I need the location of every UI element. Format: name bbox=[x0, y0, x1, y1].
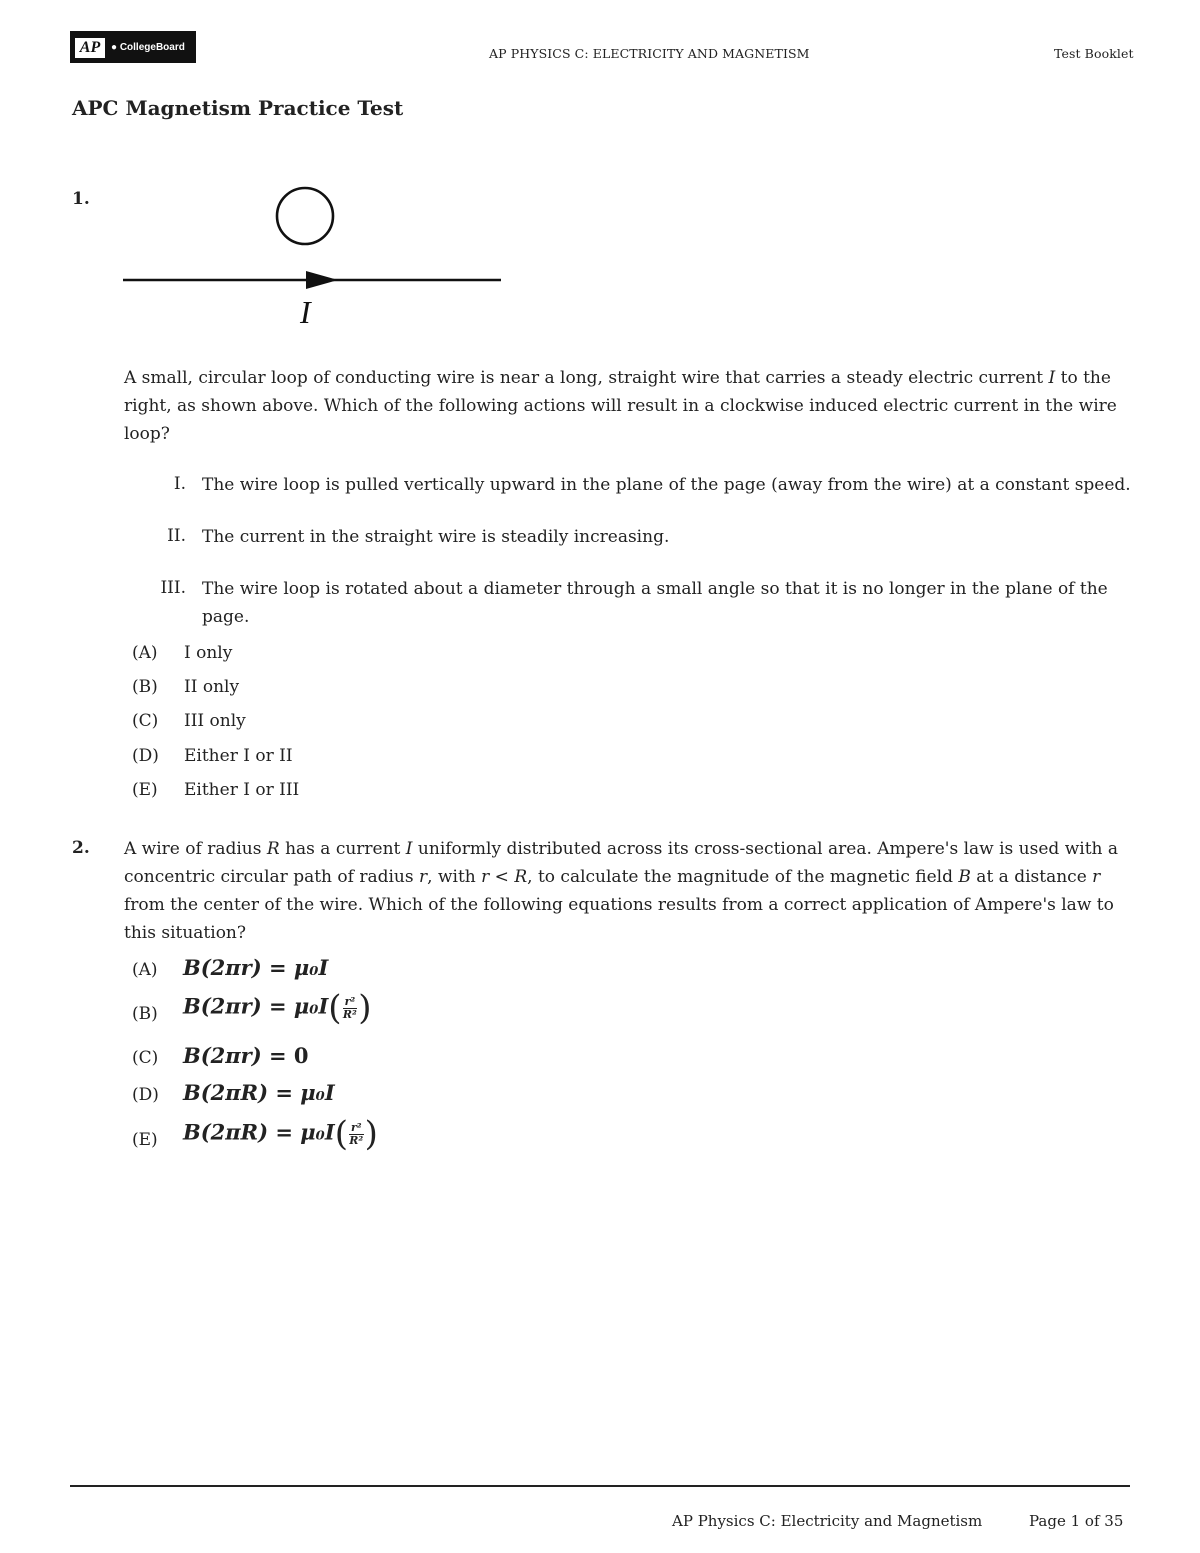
equation-choice-e[interactable]: B(2πR) = μ₀I( $\frac{\text{r²}}{\text{R²}}$ ) bbox=[183, 1114, 378, 1154]
header-subject: AP PHYSICS C: ELECTRICITY AND MAGNETISM bbox=[489, 46, 810, 61]
fraction: $\frac{\text{r²}}{\text{R²}}$ bbox=[342, 994, 357, 1021]
statement-number: I. bbox=[173, 474, 186, 494]
collegeboard-logo-text: ● CollegeBoard bbox=[111, 42, 185, 53]
equation-choice-b[interactable]: B(2πr) = μ₀I( $\frac{\text{r²}}{\text{R²}}$ ) bbox=[183, 988, 372, 1028]
choice-text[interactable]: Either I or III bbox=[184, 780, 300, 800]
question-2-stem: A wire of radius R has a current I uniformly distributed across its cross-sectional area. Ampere's law is used with a concentric circular path of radius r, with r < R, to calculate the magnitude of the magnetic field B at a distance r from the center of the wire. Which of the following equations results from a correct application of Ampere's law to this situation? bbox=[124, 839, 1119, 943]
choice-letter[interactable]: (A) bbox=[132, 643, 158, 663]
choice-letter[interactable]: (A) bbox=[132, 960, 158, 980]
statement-number: III. bbox=[160, 578, 186, 598]
statement-number: II. bbox=[167, 526, 186, 546]
page-title: APC Magnetism Practice Test bbox=[72, 96, 404, 120]
statement-text: The wire loop is rotated about a diameter through a small angle so that it is no longer in the plane of the page. bbox=[202, 579, 1108, 627]
wire-loop-figure bbox=[118, 180, 508, 330]
page-number: Page 1 of 35 bbox=[1029, 1512, 1124, 1530]
current-arrow-icon bbox=[306, 271, 338, 289]
question-number-1: 1. bbox=[72, 189, 90, 209]
choice-text[interactable]: I only bbox=[184, 643, 233, 663]
circular-loop bbox=[277, 188, 333, 244]
question-number-2: 2. bbox=[72, 838, 90, 858]
choice-letter[interactable]: (B) bbox=[132, 677, 158, 697]
header-booklet-label: Test Booklet bbox=[1054, 46, 1134, 61]
footer-divider bbox=[70, 1485, 1130, 1487]
choice-letter[interactable]: (D) bbox=[132, 1085, 159, 1105]
choice-letter[interactable]: (C) bbox=[132, 711, 159, 731]
equation-choice-a[interactable]: B(2πr) = μ₀I bbox=[183, 955, 329, 980]
ap-collegeboard-logo bbox=[70, 31, 196, 63]
choice-letter[interactable]: (E) bbox=[132, 780, 158, 800]
choice-letter[interactable]: (B) bbox=[132, 1004, 158, 1024]
choice-letter[interactable]: (E) bbox=[132, 1130, 158, 1150]
choice-letter[interactable]: (D) bbox=[132, 746, 159, 766]
equation-choice-c[interactable]: B(2πr) = 0 bbox=[183, 1043, 309, 1068]
ap-logo-mark: AP bbox=[75, 38, 105, 58]
statement-text: The wire loop is pulled vertically upward in the plane of the page (away from the wire) at a constant speed. bbox=[202, 475, 1131, 495]
choice-text[interactable]: Either I or II bbox=[184, 746, 293, 766]
fraction: $\frac{\text{r²}}{\text{R²}}$ bbox=[349, 1120, 364, 1147]
current-label: I bbox=[300, 294, 311, 330]
equation-choice-d[interactable]: B(2πR) = μ₀I bbox=[183, 1080, 335, 1105]
choice-text[interactable]: II only bbox=[184, 677, 240, 697]
statement-text: The current in the straight wire is steadily increasing. bbox=[202, 527, 670, 547]
footer-subject: AP Physics C: Electricity and Magnetism bbox=[672, 1512, 983, 1530]
choice-letter[interactable]: (C) bbox=[132, 1048, 159, 1068]
choice-text[interactable]: III only bbox=[184, 711, 246, 731]
question-1-stem: A small, circular loop of conducting wire is near a long, straight wire that carries a steady electric current I to the right, as shown above. Which of the following actions will result in a clockwise induced electric current in the wire loop? bbox=[124, 368, 1117, 444]
